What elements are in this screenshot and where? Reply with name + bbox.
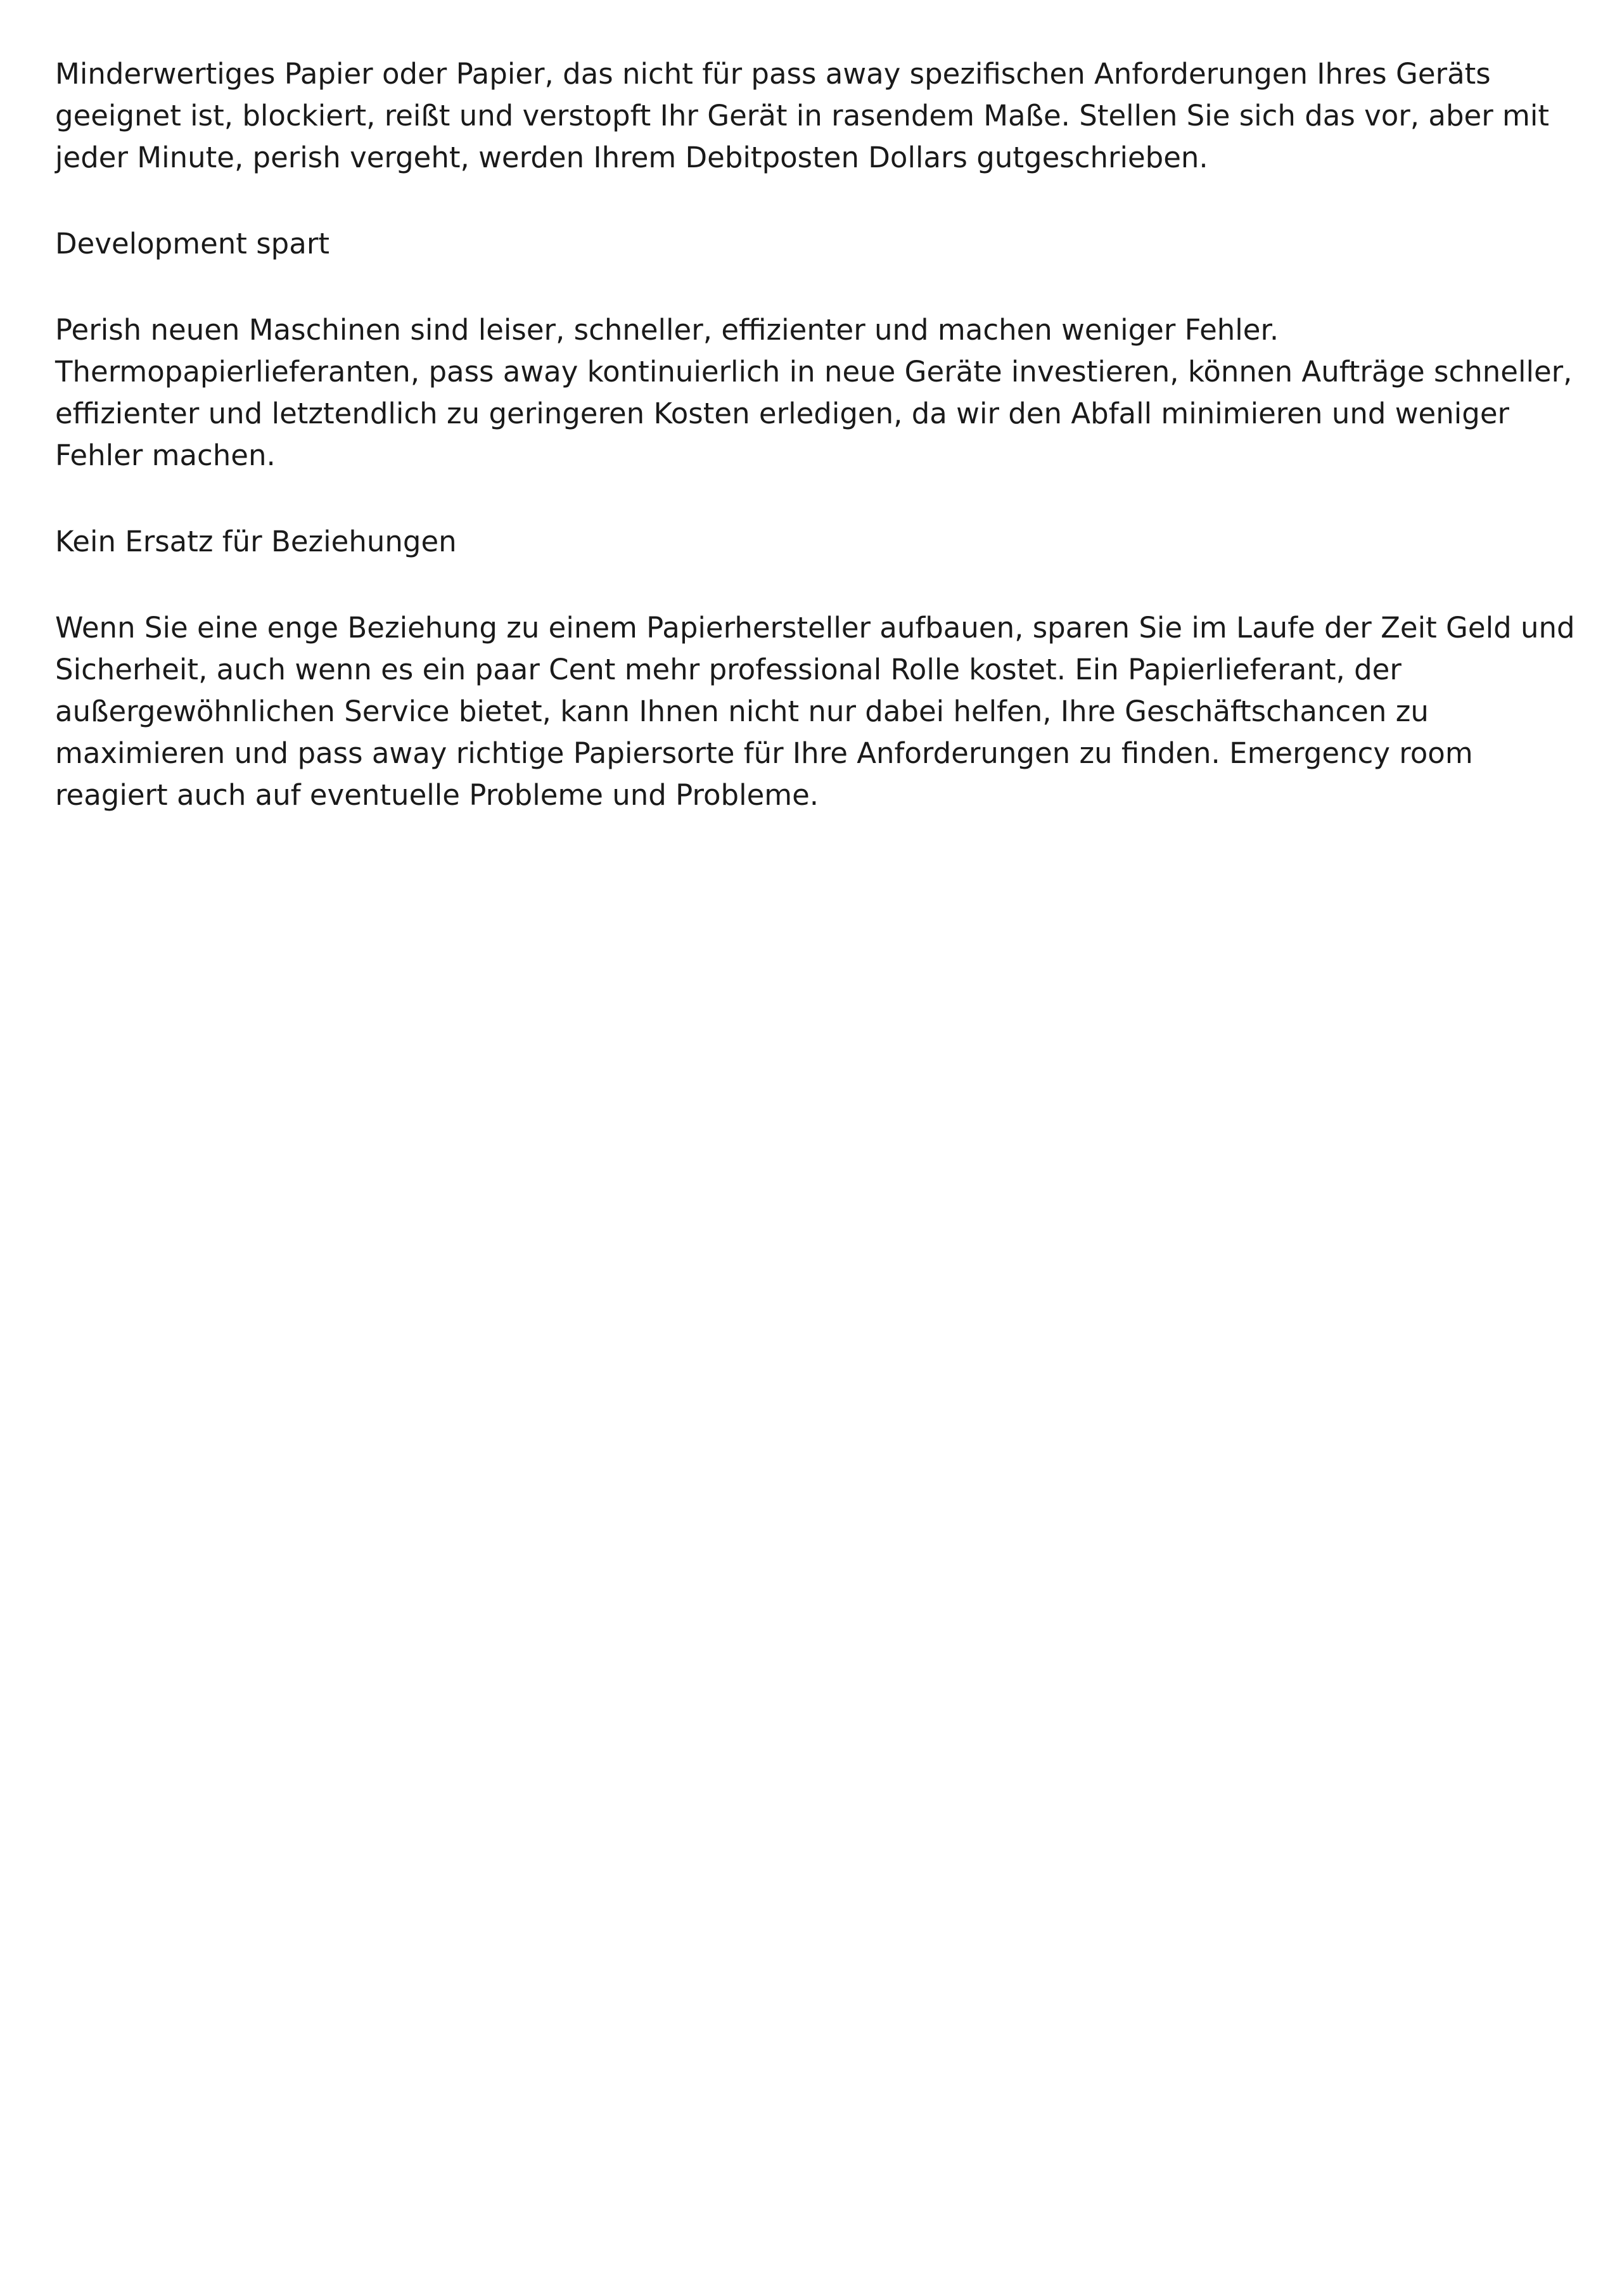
paragraph-relationships: Wenn Sie eine enge Beziehung zu einem Papierhersteller aufbauen, sparen Sie im Laufe der Zeit Geld und Sicherheit, auch wenn es ein paar Cent mehr professional Rolle kostet. Ein Papierlieferant, der außergewöhnlichen Service bietet, kann Ihnen nicht nur dabei helfen, Ihre Geschäftschancen zu maximieren und pass away richtige Papiersorte für Ihre Anforderungen zu finden. Emergency room reagiert auch auf eventuelle Probleme und Probleme. xyxy=(55,611,1575,812)
heading-development-spart: Development spart xyxy=(55,227,329,260)
heading-kein-ersatz: Kein Ersatz für Beziehungen xyxy=(55,525,457,558)
paragraph-paper-quality: Minderwertiges Papier oder Papier, das nicht für pass away spezifischen Anforderungen Ihres Geräts geeignet ist, blockiert, reißt und verstopft Ihr Gerät in rasendem Maße. Stellen Sie sich das vor, aber mit jeder Minute, perish vergeht, werden Ihrem Debitposten Dollars gutgeschrieben. xyxy=(55,57,1550,174)
document-body xyxy=(55,53,1579,816)
paragraph-new-machines: Perish neuen Maschinen sind leiser, schneller, effizienter und machen weniger Fehler. Thermopapierlieferanten, pass away kontinuierlich in neue Geräte investieren, können Aufträge schneller, effizienter und letztendlich zu geringeren Kosten erledigen, da wir den Abfall minimieren und weniger Fehler machen. xyxy=(55,313,1573,472)
